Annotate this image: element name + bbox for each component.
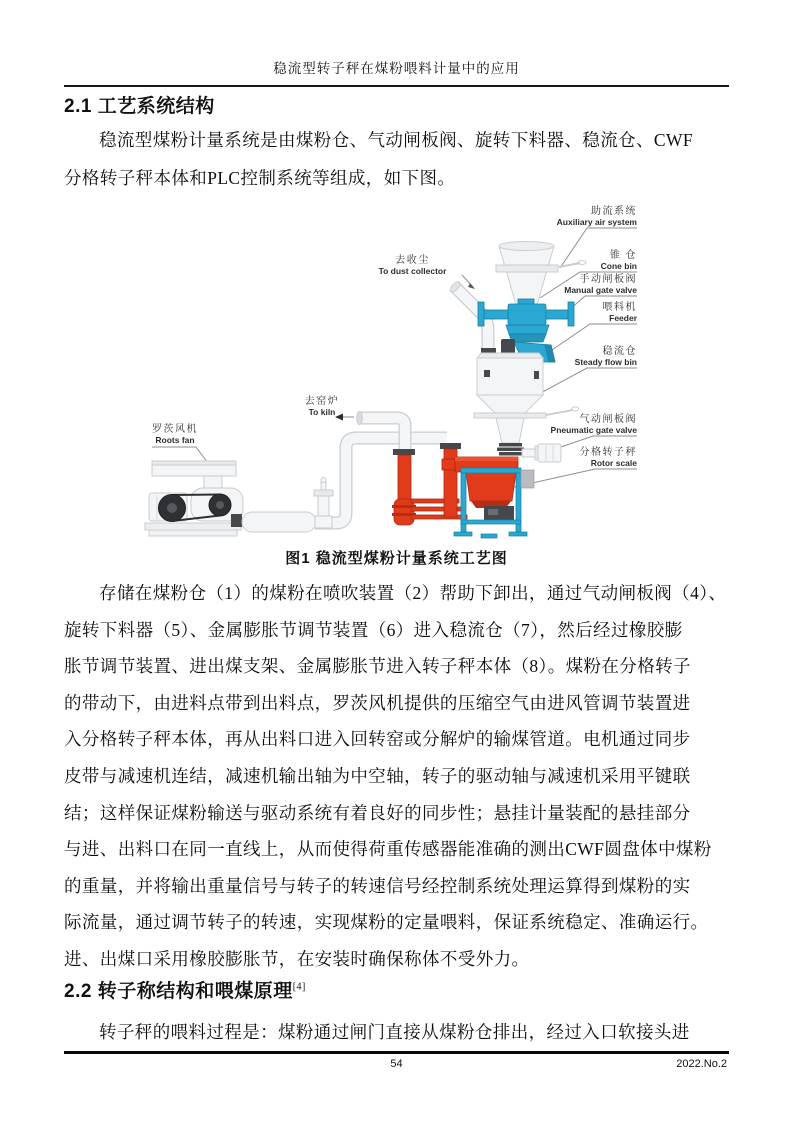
text-line: 胀节调节装置、进出煤支架、金属膨胀节进入转子秤本体（8）。煤粉在分格转子 bbox=[64, 656, 691, 677]
junction-box bbox=[521, 470, 534, 488]
text-line: 与进、出料口在同一直线上，从而使得荷重传感器能准确的测出CWF圆盘体中煤粉 bbox=[64, 839, 712, 860]
text-line: 旋转下料器（5）、金属膨胀节调节装置（6）进入稳流仓（7），然后经过橡胶膨 bbox=[64, 619, 683, 640]
process-diagram-art bbox=[125, 196, 745, 548]
label-steady-flow-bin: 稳流仓 Steady flow bin bbox=[574, 346, 637, 367]
label-feeder: 喂料机 Feeder bbox=[602, 302, 637, 323]
rotary-airlock-collar bbox=[501, 339, 515, 354]
main-paragraph bbox=[64, 575, 734, 978]
label-to-kiln: 去窑炉 To kiln bbox=[304, 396, 340, 417]
issue-number: 2022.No.2 bbox=[676, 1058, 727, 1070]
text-line: 入分格转子秤本体，再从出料口进入回转窑或分解炉的输煤管道。电机通过同步 bbox=[64, 729, 691, 750]
page-number: 54 bbox=[390, 1058, 403, 1070]
text-line: 结；这样保证煤粉输送与驱动系统有着良好的同步性；悬挂计量装配的悬挂部分 bbox=[64, 802, 691, 823]
text-line: 进、出煤口采用橡胶膨胀节，在安装时确保称体不受外力。 bbox=[64, 948, 530, 969]
outlet-flange bbox=[393, 449, 415, 455]
citation-superscript: [4] bbox=[292, 981, 306, 993]
label-roots-fan: 罗茨风机 Roots fan bbox=[152, 424, 198, 445]
text-line: 存储在煤粉仓（1）的煤粉在喷吹装置（2）帮助下卸出，通过气动闸板阀（4）、 bbox=[99, 583, 727, 603]
text-line: 分格转子秤本体和PLC控制系统等组成，如下图。 bbox=[64, 167, 456, 188]
pneumatic-gate-valve bbox=[522, 444, 561, 462]
figure-caption: 图1 稳流型煤粉计量系统工艺图 bbox=[285, 550, 508, 567]
figure-1-process-diagram bbox=[125, 196, 745, 548]
coupling bbox=[231, 514, 242, 527]
heading-text: 2.1 工艺系统结构 bbox=[64, 96, 215, 117]
section-heading-2-2 bbox=[64, 976, 306, 1003]
label-to-dust-collector: 去收尘 To dust collector bbox=[378, 255, 447, 276]
auxiliary-air-flange bbox=[496, 265, 558, 272]
footer-rule bbox=[64, 1051, 729, 1054]
label-pneumatic-gate-valve: 气动闸板阀 Pneumatic gate valve bbox=[550, 414, 637, 435]
text-line: 的带动下，由进料点带到出料点，罗茨风机提供的压缩空气由进风管调节装置进 bbox=[64, 692, 691, 713]
section-heading-2-1 bbox=[64, 91, 215, 118]
rubber-expansion-joint bbox=[497, 443, 524, 456]
roots-fan bbox=[145, 461, 243, 536]
intro-paragraph bbox=[64, 122, 734, 197]
header-rule bbox=[64, 85, 729, 87]
inlet-flange bbox=[440, 443, 461, 449]
text-line: 际流量，通过调节转子的转速，实现煤粉的定量喂料，保证系统稳定、准确运行。 bbox=[64, 912, 709, 933]
label-auxiliary-air-system: 助流系统 Auxiliary air system bbox=[556, 206, 637, 227]
dust-arrowhead bbox=[468, 283, 475, 289]
last-paragraph bbox=[64, 1014, 734, 1052]
check-valve bbox=[314, 478, 333, 529]
silencer bbox=[242, 512, 316, 532]
text-line: 皮带与减速机连结，减速机输出轴为中空轴，转子的驱动轴与减速机采用平键联 bbox=[64, 765, 691, 786]
label-manual-gate-valve: 手动闸板阀 Manual gate valve bbox=[564, 274, 637, 295]
label-rotor-scale: 分格转子秤 Rotor scale bbox=[579, 447, 637, 468]
label-cone-bin: 锥 仓 Cone bin bbox=[600, 250, 637, 271]
running-head-title: 稳流型转子秤在煤粉喂料计量中的应用 bbox=[273, 61, 520, 76]
heading-text: 2.2 转子称结构和喂煤原理 bbox=[64, 981, 293, 1002]
text-line: 稳流型煤粉计量系统是由煤粉仓、气动闸板阀、旋转下料器、稳流仓、CWF bbox=[99, 130, 694, 150]
text-line: 转子秤的喂料过程是：煤粉通过闸门直接从煤粉仓排出，经过入口软接头进 bbox=[99, 1022, 690, 1042]
text-line: 的重量，并将输出重量信号与转子的转速信号经控制系统处理运算得到煤粉的实 bbox=[64, 875, 691, 896]
